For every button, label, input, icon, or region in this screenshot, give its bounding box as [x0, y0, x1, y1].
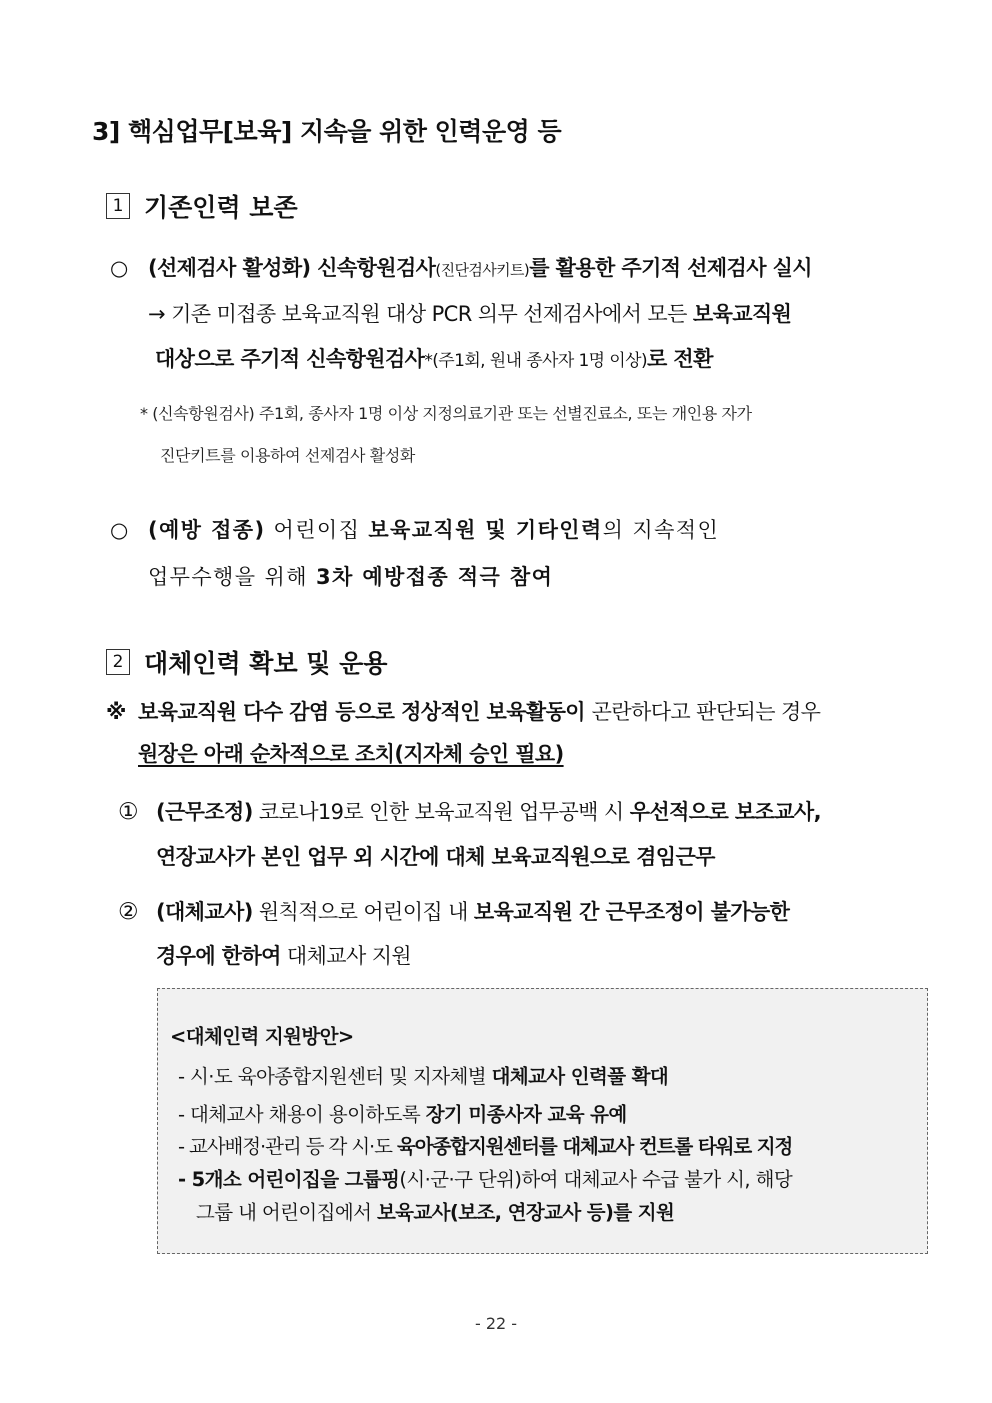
step2-line2: 경우에 한하여 대체교사 지원	[156, 944, 412, 968]
step1-line1: ① (근무조정) 코로나19로 인한 보육교직원 업무공백 시 우선적으로 보조교사,	[118, 799, 821, 825]
box-item-4-line1: - 5개소 어린이집을 그룹핑(시·군·구 단위)하여 대체교사 수급 불가 시, 해당	[178, 1168, 793, 1191]
step2-line1: ② (대체교사) 원칙적으로 어린이집 내 보육교직원 간 근무조정이 불가능한	[118, 899, 790, 925]
subsection-2-title: 대체인력 확보 및 운용	[144, 649, 388, 678]
subsection-1-heading	[106, 188, 298, 224]
box-item-4-line2: 그룹 내 어린이집에서 보육교사(보조, 연장교사 등)를 지원	[196, 1201, 675, 1224]
subsection-1-number: 1	[106, 193, 130, 219]
step1-line2: 연장교사가 본인 업무 외 시간에 대체 보육교직원으로 겸임근무	[156, 845, 715, 869]
page-number: - 22 -	[474, 1314, 518, 1333]
box-item-3: - 교사배정·관리 등 각 시·도 육아종합지원센터를 대체교사 컨트롤 타워로 지정	[178, 1135, 793, 1158]
subsection-2-number: 2	[106, 649, 130, 675]
support-plan-box	[157, 988, 928, 1254]
subsection-2-heading	[106, 644, 387, 680]
item1-line1: ○ (선제검사 활성화) 신속항원검사(진단검사키트)를 활용한 주기적 선제검사 실시	[110, 256, 812, 280]
item2-line1: ○ (예방 접종) 어린이집 보육교직원 및 기타인력의 지속적인	[110, 518, 720, 542]
box-item-1: - 시·도 육아종합지원센터 및 지자체별 대체교사 인력풀 확대	[178, 1065, 669, 1088]
reference-mark-icon: ※	[106, 700, 126, 724]
item1-footnote-line1: * (신속항원검사) 주1회, 종사자 1명 이상 지정의료기관 또는 선별진료소, 또는 개인용 자가	[140, 404, 752, 423]
circle-bullet-icon: ○	[110, 518, 130, 542]
box-title: <대체인력 지원방안>	[170, 1025, 354, 1048]
circled-number-1: ①	[118, 799, 139, 825]
notice-line2: 원장은 아래 순차적으로 조치(지자체 승인 필요)	[138, 742, 564, 766]
circled-number-2: ②	[118, 899, 139, 925]
item1-footnote-line2: 진단키트를 이용하여 선제검사 활성화	[160, 446, 415, 465]
item1-line2: → 기존 미접종 보육교직원 대상 PCR 의무 선제검사에서 모든 보육교직원	[148, 302, 792, 326]
notice-line1: ※ 보육교직원 다수 감염 등으로 정상적인 보육활동이 곤란하다고 판단되는 경우	[106, 700, 821, 724]
item1-line3: 대상으로 주기적 신속항원검사*(주1회, 원내 종사자 1명 이상)로 전환	[155, 347, 713, 371]
circle-bullet-icon: ○	[110, 256, 128, 280]
section-heading: 3] 핵심업무[보육] 지속을 위한 인력운영 등	[92, 117, 562, 146]
subsection-1-title: 기존인력 보존	[144, 193, 298, 222]
box-item-2: - 대체교사 채용이 용이하도록 장기 미종사자 교육 유예	[178, 1103, 627, 1126]
item2-line2: 업무수행을 위해 3차 예방접종 적극 참여	[148, 565, 554, 589]
